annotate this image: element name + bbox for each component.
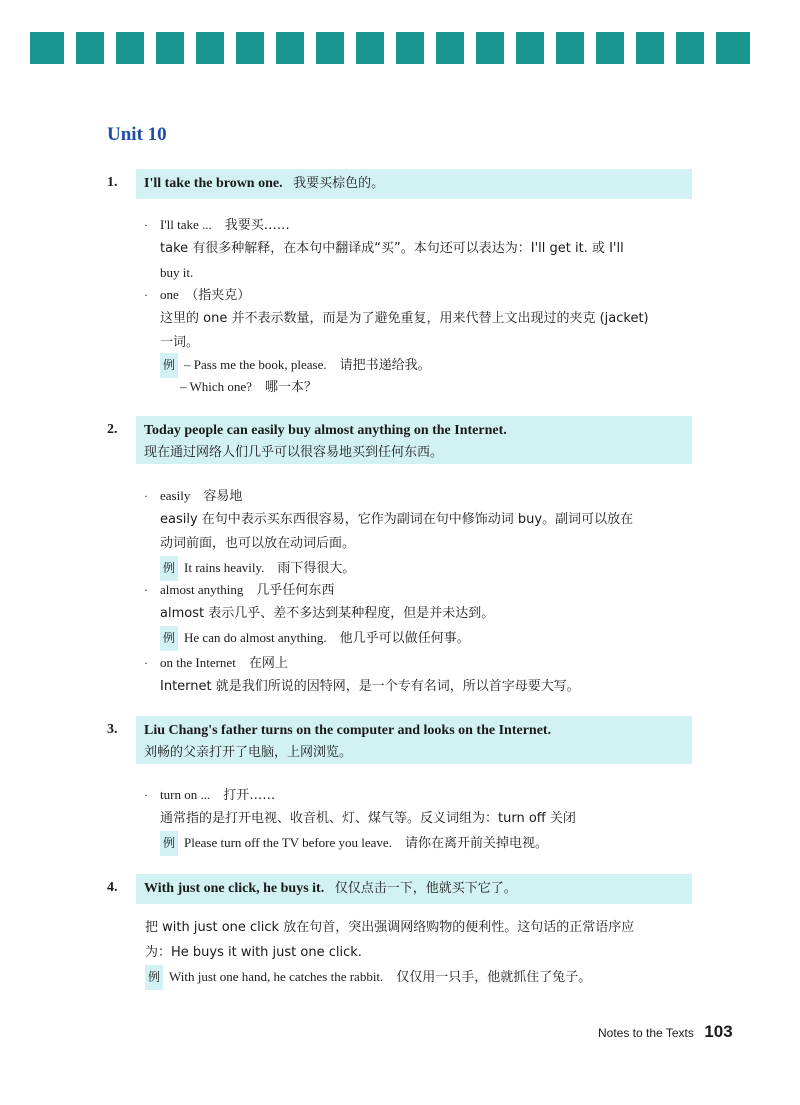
band-block: [396, 32, 424, 64]
note-text: almost 表示几乎、差不多达到某种程度，但是并未达到。: [160, 606, 495, 621]
band-block: [116, 32, 144, 64]
band-block: [516, 32, 544, 64]
note-text: easily 在句中表示买东西很容易，它作为副词在句中修饰动词 buy。副词可以放在: [160, 512, 634, 527]
section-4-heading: [136, 874, 692, 904]
band-block: [156, 32, 184, 64]
band-block: [716, 32, 750, 64]
unit-title: Unit 10: [107, 124, 167, 145]
section-3-english: Liu Chang's father turns on the computer and looks on the Internet.: [144, 723, 552, 738]
section-2-heading: [136, 416, 692, 464]
page-number: 103: [704, 1022, 733, 1041]
section-4-number: 4.: [107, 880, 118, 895]
example-label: 例: [160, 831, 178, 856]
note-heading: easily 容易地: [160, 488, 243, 504]
section-3-heading: [136, 716, 692, 764]
section-3-chinese: 刘畅的父亲打开了电脑，上网浏览。: [144, 745, 353, 760]
band-block: [276, 32, 304, 64]
band-block: [436, 32, 464, 64]
note-heading: I'll take ... 我要买……: [160, 217, 290, 233]
band-block: [356, 32, 384, 64]
section-1-heading: [136, 169, 692, 199]
section-1-english: I'll take the brown one.: [144, 176, 283, 191]
band-block: [76, 32, 104, 64]
section-1-number: 1.: [107, 175, 118, 190]
example-label: 例: [160, 353, 178, 378]
note-text: 这里的 one 并不表示数量，而是为了避免重复，用来代替上文出现过的夹克 (jacket): [160, 311, 649, 326]
header-band: [30, 32, 750, 64]
example-line: 例 – Pass me the book, please. 请把书递给我。: [160, 352, 431, 378]
note-heading: almost anything 几乎任何东西: [160, 582, 335, 598]
band-block: [676, 32, 704, 64]
section-2-chinese: 现在通过网络人们几乎可以很容易地买到任何东西。: [144, 445, 444, 460]
section-2-number: 2.: [107, 422, 118, 437]
note-heading: on the Internet 在网上: [160, 655, 288, 671]
note-text: take 有很多种解释，在本句中翻译成“买”。本句还可以表达为：I'll get it. 或 I'll: [160, 241, 624, 256]
note-text: 为：He buys it with just one click.: [145, 945, 362, 960]
band-block: [476, 32, 504, 64]
note-heading: turn on ... 打开……: [160, 787, 276, 803]
section-4-english: With just one click, he buys it.: [144, 881, 325, 896]
example-line: 例 Please turn off the TV before you leave. 请你在离开前关掉电视。: [160, 830, 548, 856]
band-block: [316, 32, 344, 64]
example-label: 例: [145, 965, 163, 990]
example-label: 例: [160, 556, 178, 581]
page-footer: [598, 1022, 733, 1042]
note-text: Internet 就是我们所说的因特网，是一个专有名词，所以首字母要大写。: [160, 679, 580, 694]
note-text: 动词前面，也可以放在动词后面。: [160, 536, 356, 551]
band-block: [196, 32, 224, 64]
band-block: [236, 32, 264, 64]
section-1-chinese: 我要买棕色的。: [293, 176, 385, 191]
section-4-chinese: 仅仅点击一下，他就买下它了。: [334, 881, 517, 896]
footer-label: Notes to the Texts: [598, 1026, 694, 1040]
note-text: 一词。: [160, 335, 200, 350]
band-block: [596, 32, 624, 64]
example-line: 例 He can do almost anything. 他几乎可以做任何事。: [160, 625, 470, 651]
note-text: buy it.: [160, 265, 194, 280]
band-block: [636, 32, 664, 64]
band-block: [30, 32, 64, 64]
band-block: [556, 32, 584, 64]
example-line: – Which one? 哪一本？: [180, 379, 317, 394]
example-line: 例 It rains heavily. 雨下得很大。: [160, 555, 355, 581]
section-2-english: Today people can easily buy almost anything on the Internet.: [144, 423, 507, 438]
note-text: 通常指的是打开电视、收音机、灯、煤气等。反义词组为：turn off 关闭: [160, 811, 576, 826]
section-3-number: 3.: [107, 722, 118, 737]
example-line: 例 With just one hand, he catches the rabbit. 仅仅用一只手，他就抓住了兔子。: [145, 964, 591, 990]
example-label: 例: [160, 626, 178, 651]
note-heading: one （指夹克）: [160, 287, 251, 303]
note-text: 把 with just one click 放在句首，突出强调网络购物的便利性。这句话的正常语序应: [145, 920, 635, 935]
